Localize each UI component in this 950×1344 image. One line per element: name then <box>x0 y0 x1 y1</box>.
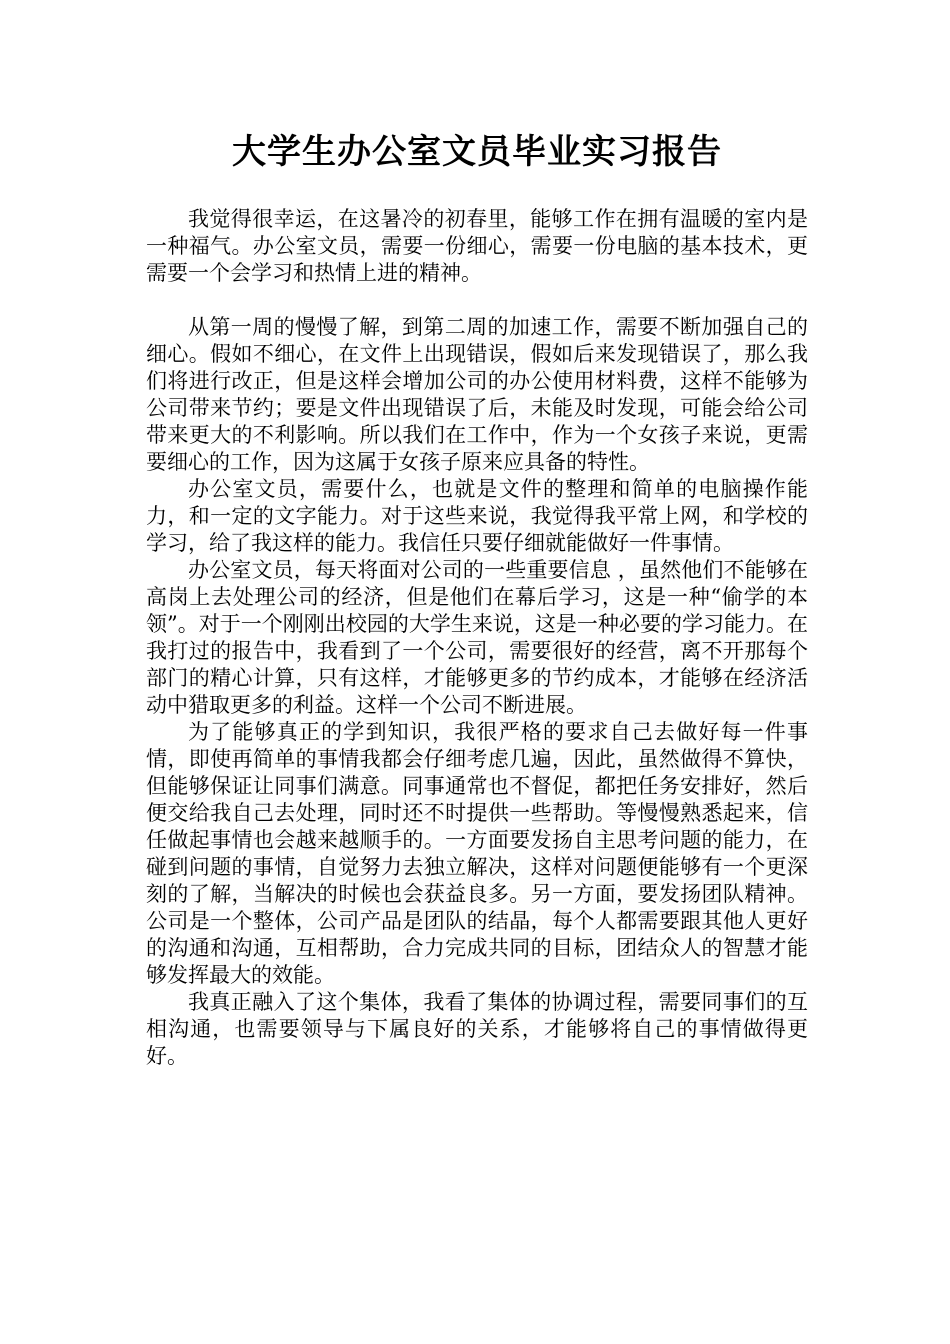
document-body <box>146 206 808 1070</box>
paragraph-6: 我真正融入了这个集体，我看了集体的协调过程，需要同事们的互相沟通，也需要领导与下属良好的关系，才能够将自己的事情做得更好。 <box>146 990 808 1068</box>
paragraph-4: 办公室文员，每天将面对公司的一些重要信息 ，虽然他们不能够在高岗上去处理公司的经济，但是他们在幕后学习，这是一种“偷学的本领”。对于一个刚刚出校园的大学生来说，这是一种必要的学习能力。在我打过的报告中，我看到了一个公司，需要很好的经营，离不开那每个部门的精心计算，只有这样，才能够更多的节约成本，才能够在经济活动中猎取更多的利益。这样一个公司不断进展。 <box>146 558 808 717</box>
paragraph-5: 为了能够真正的学到知识，我很严格的要求自己去做好每一件事情，即使再简单的事情我都会仔细考虑几遍，因此，虽然做得不算快，但能够保证让同事们满意。同事通常也不督促，都把任务安排好，然后便交给我自己去处理，同时还不时提供一些帮助。等慢慢熟悉起来，信任做起事情也会越来越顺手的。一方面要发扬自主思考问题的能力，在碰到问题的事情，自觉努力去独立解决，这样对问题便能够有一个更深刻的了解，当解决的时候也会获益良多。另一方面，要发扬团队精神。公司是一个整体，公司产品是团队的结晶，每个人都需要跟其他人更好的沟通和沟通，互相帮助，合力完成共同的目标，团结众人的智慧才能够发挥最大的效能。 <box>146 720 808 987</box>
paragraph-1: 我觉得很幸运，在这暑冷的初春里，能够工作在拥有温暖的室内是一种福气。办公室文员，需要一份细心，需要一份电脑的基本技术，更需要一个会学习和热情上进的精神。 <box>146 207 808 285</box>
paragraph-2: 从第一周的慢慢了解，到第二周的加速工作，需要不断加强自己的细心。假如不细心，在文件上出现错误，假如后来发现错误了，那么我们将进行改正，但是这样会增加公司的办公使用材料费，这样不能够为公司带来节约；要是文件出现错误了后，未能及时发现，可能会给公司带来更大的不利影响。所以我们在工作中，作为一个女孩子来说，更需要细心的工作，因为这属于女孩子原来应具备的特性。 <box>146 315 808 474</box>
document-title: 大学生办公室文员毕业实习报告 <box>232 132 722 172</box>
paragraph-3: 办公室文员，需要什么，也就是文件的整理和简单的电脑操作能力，和一定的文字能力。对于这些来说，我觉得我平常上网，和学校的学习，给了我这样的能力。我信任只要仔细就能做好一件事情。 <box>146 477 808 555</box>
